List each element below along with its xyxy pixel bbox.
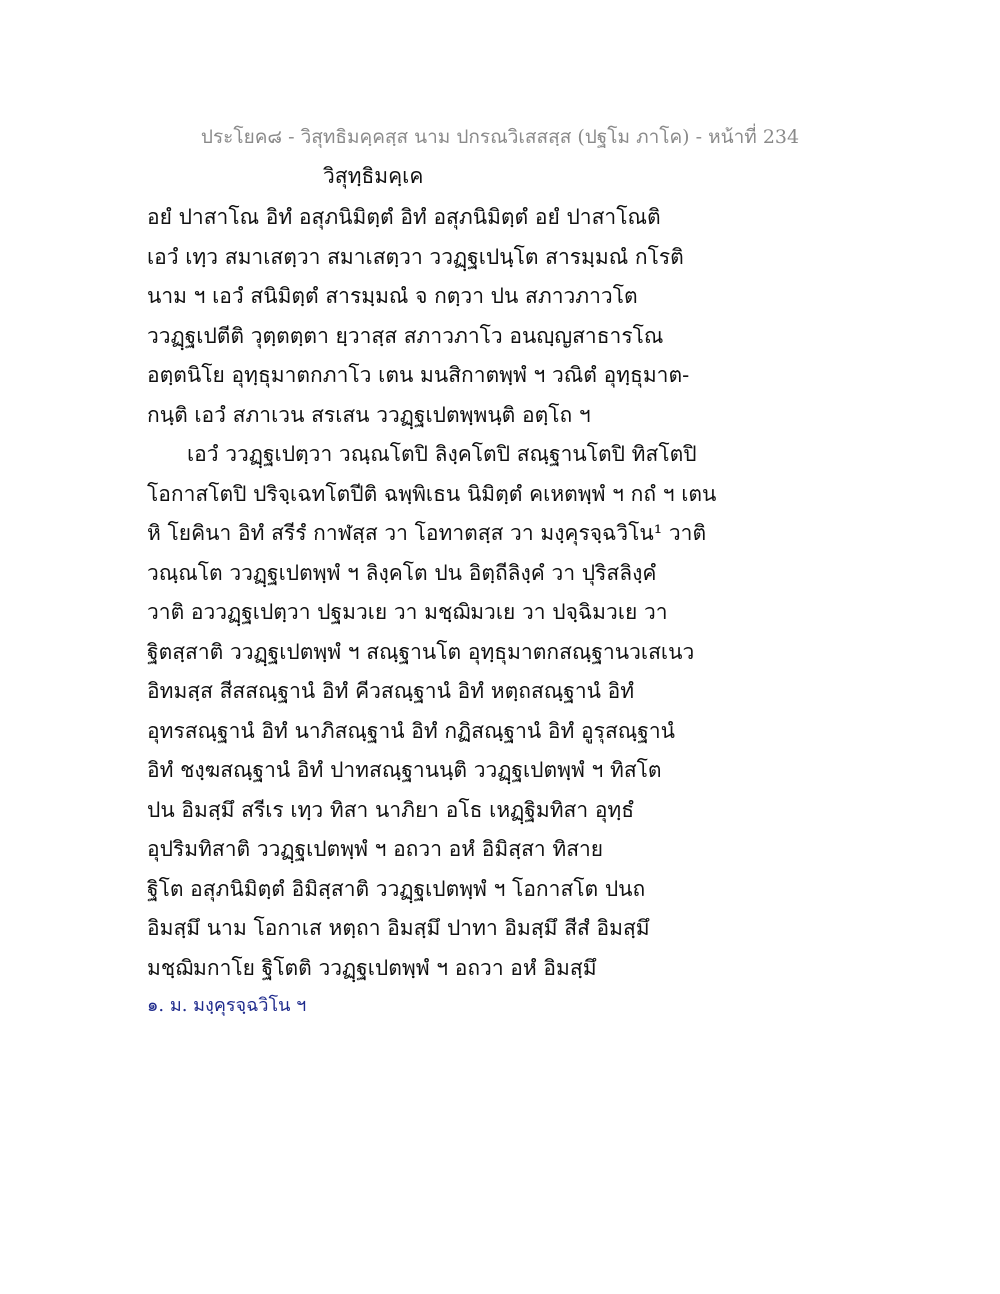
text-line: ววฏฺฐเปตีติ วุตฺตตฺตา ยฺวาสฺส สภาวภาโว อนญฺญสาธารโณ bbox=[147, 323, 664, 348]
text-line: อุทรสณฺฐานํ อิทํ นาภิสณฺฐานํ อิทํ กฏิสณฺฐานํ อิทํ อูรุสณฺฐานํ bbox=[147, 718, 675, 743]
text-line: อตฺตนิโย อุทฺธุมาตกภาโว เตน มนสิกาตพฺพํ ฯ วณิตํ อุทฺธุมาต- bbox=[147, 363, 690, 387]
text-line: เอวํ เทฺว สมาเสตฺวา สมาเสตฺวา ววฏฺฐเปนฺโต สารมฺมณํ กโรติ bbox=[147, 244, 684, 269]
text-line: อิทํ ชงฺฆสณฺฐานํ อิทํ ปาทสณฺฐานนฺติ ววฏฺฐเปตพฺพํ ฯ ทิสโต bbox=[147, 758, 662, 782]
page-header: ประโยค๘ - วิสุทธิมคฺคสฺส นาม ปกรณวิเสสสฺส (ปฐโม ภาโค) - หน้าที่ 234 bbox=[200, 126, 800, 148]
text-line: เอวํ ววฏฺฐเปตฺวา วณฺณโตปิ ลิงฺคโตปิ สณฺฐานโตปิ ทิสโตปิ bbox=[187, 442, 697, 466]
text-line: กนฺติ เอวํ สภาเวน สรเสน ววฏฺฐเปตพฺพนฺติ อตฺโถ ฯ bbox=[147, 402, 591, 427]
body-text bbox=[147, 198, 717, 988]
text-line: มชฺฌิมกาโย ฐิโตติ ววฏฺฐเปตพฺพํ ฯ อถวา อหํ อิมสฺมึ bbox=[147, 955, 597, 980]
text-line: นาม ฯ เอวํ สนิมิตฺตํ สารมฺมณํ จ กตฺวา ปน สภาวภาวโต bbox=[147, 284, 638, 308]
text-line: โอกาสโตปิ ปริจฺเฉทโตปีติ ฉพฺพิเธน นิมิตฺตํ คเหตพฺพํ ฯ กถํ ฯ เตน bbox=[147, 481, 717, 506]
text-line: ปน อิมสฺมึ สรีเร เทฺว ทิสา นาภิยา อโธ เหฏฺฐิมทิสา อุทฺธํ bbox=[147, 797, 635, 822]
text-line: ฐิโต อสุภนิมิตฺตํ อิมิสฺสาติ ววฏฺฐเปตพฺพํ ฯ โอกาสโต ปนถ bbox=[147, 876, 646, 901]
text-line: หิ โยคินา อิทํ สรีรํ กาฬสฺส วา โอทาตสฺส วา มงฺคุรจฺฉวิโน¹ วาติ bbox=[147, 521, 707, 545]
text-line: ฐิตสฺสาติ ววฏฺฐเปตพฺพํ ฯ สณฺฐานโต อุทฺธุมาตกสณฺฐานวเสเนว bbox=[147, 639, 695, 664]
text-line: อิทมสฺส สีสสณฺฐานํ อิทํ คีวสณฺฐานํ อิทํ หตฺถสณฺฐานํ อิทํ bbox=[147, 679, 635, 703]
text-line: อิมสฺมึ นาม โอกาเส หตฺถา อิมสฺมึ ปาทา อิมสฺมึ สีสํ อิมสฺมึ bbox=[147, 916, 650, 940]
text-line: อยํ ปาสาโณ อิทํ อสุภนิมิตฺตํ อิทํ อสุภนิมิตฺตํ อยํ ปาสาโณติ bbox=[147, 205, 661, 229]
footnote: ๑. ม. มงฺคุรจฺฉวิโน ฯ bbox=[147, 995, 307, 1016]
text-line: อุปริมทิสาติ ววฏฺฐเปตพฺพํ ฯ อถวา อหํ อิมิสฺสา ทิสาย bbox=[147, 837, 604, 861]
text-line: วาติ อววฏฺฐเปตฺวา ปฐมวเย วา มชฺฌิมวเย วา ปจฺฉิมวเย วา bbox=[147, 600, 668, 624]
section-subtitle: วิสุทฺธิมคฺเค bbox=[323, 164, 424, 188]
text-line: วณฺณโต ววฏฺฐเปตพฺพํ ฯ ลิงฺคโต ปน อิตฺถีลิงฺคํ วา ปุริสลิงฺคํ bbox=[147, 560, 657, 585]
